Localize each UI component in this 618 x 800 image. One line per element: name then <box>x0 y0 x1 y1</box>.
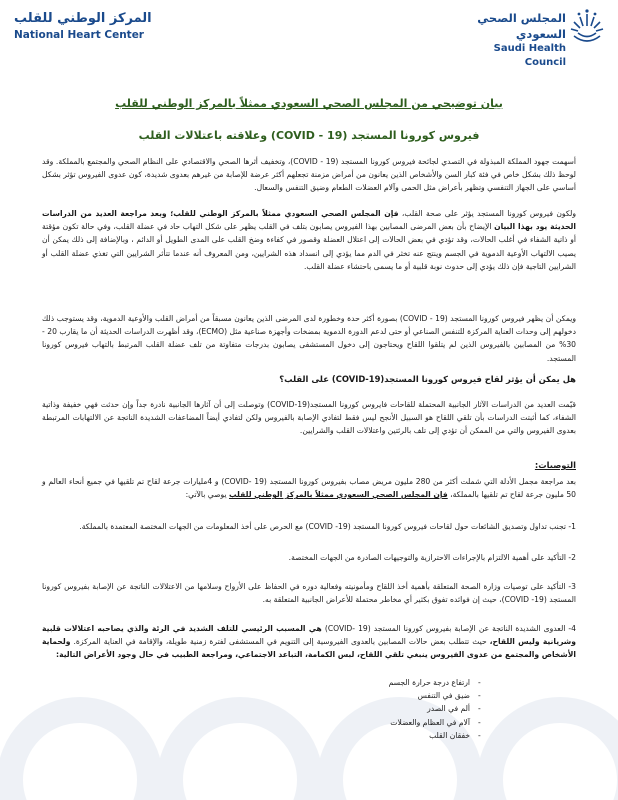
dash-bullet-icon: - <box>478 717 481 727</box>
symptom-label: ارتفاع درجة حرارة الجسم <box>388 678 470 687</box>
p2-text-a: ولكون فيروس كورونا المستجد يؤثر على صحة القلب، <box>398 209 577 218</box>
shc-name-en: Saudi Health Council <box>493 43 566 68</box>
r4-text-a: 4- العدوى الشديدة الناتجة عن الإصابة بفيروس كورونا المستجد (19 -COVID) <box>321 624 577 633</box>
list-item <box>338 676 538 689</box>
p5-text-b: يوصي بالآتي: <box>185 490 229 500</box>
paragraph-vaccine-studies: قيّمت العديد من الدراسات الآثار الجانبية المحتملة للقاحات فايروس كورونا المستجد(19-COVID) وتوصلت إلى أن آثارها الجانبية نادرة جداً وإن حدثت فهي خفيفة وذاتية الشفاء، كما أثبتت الدراسات بأن تلقي اللقاح هو السبيل الأنجح ليس فقط لتفادي الإصابة بالفيروس ولكن لتفادي أيضاً المضاعفات الشديدة الناتجة عن الالتهابات المرتبطة بعدوى الفيروس والتي من الممكن أن تؤدي إلى تلف بالرئتين واعتلالات القلب والشرايين. <box>42 400 576 436</box>
shc-logo-text <box>456 10 566 70</box>
page-header <box>0 0 618 80</box>
dash-bullet-icon: - <box>478 691 481 701</box>
shc-emblem-icon <box>568 6 606 48</box>
document-subtitle: فيروس كورونا المستجد (COVID - 19) وعلاقته باعتلالات القلب <box>138 129 480 142</box>
paragraph-evidence-review <box>42 475 576 501</box>
nhc-name-en: National Heart Center <box>14 29 144 41</box>
list-item <box>338 729 538 742</box>
p5-text-a: بعد مراجعة مجمل الأدلة التي شملت أكثر من 280 مليون مريض مصاب بفيروس كورونا المستجد (19 -COVID) و 4مليارات جرعة لقاح تم تلقيها في جميع أنحاء العالم و 50 مليون جرعة لقاح تم تلقيها بالمملكة، <box>42 477 576 500</box>
shc-name-ar: المجلس الصحي السعودي <box>477 11 566 41</box>
paragraph-intro: أسهمت جهود المملكة المبذولة في التصدي لجائحة فيروس كورونا المستجد (19 - COVID)، وتخفيف أثرها الصحي والاقتصادي على النظام الصحي والمجتمع بالمملكة. وقد لوحظ ذلك بشكل خاص في فئة كبار السن والأشخاص الذين يعانون من أمراض مزمنة تجعلهم أكثر عرضة للإصابة من غيرهم بعدوى شديدة، كون عدوى الفيروس تؤثر بشكل أساسي على الجهاز التنفسي وتظهر بأعراض مثل الحمى وآلام العضلات الطعام وضيق التنفس والسعال. <box>42 157 576 193</box>
recommendation-2: 2- التأكيد على أهمية الالتزام بالإجراءات الاحترازية والتوجيهات الصادرة من الجهات المختصة. <box>288 553 576 562</box>
symptom-label: ضيق في التنفس <box>417 691 470 701</box>
list-item <box>338 689 538 702</box>
r4-text-b: حيث تتطلب بعض حالات المصابين بالعدوى الفيروسية إلى التنويم في المستشفى لفترة زمنية طويلة، والإقامة في العناية المركزة. <box>70 637 490 647</box>
r4-text-bold1: هي المسبب الرئيسي للتلف الشديد في الرئة والذي يصاحبه اعتلالات قلبية وشريانية وليس اللقاح، <box>42 624 576 647</box>
p2-text-b: الإيضاح بأن بعض المرضى المصابين بهذا الفيروس يصابون بتلف في القلب يظهر على شكل التهاب حاد في عضلة القلب، وفي حالة تكون مؤقتة أو ذاتية الشفاء في أغلب الحالات، وقد تؤدي في بعض الحالات إلى اعتلال العضلة وقصور في كفاءة وضخ القلب على المدى الطويل أو الدائم ، وبالإضافة إلى ذلك يمكن أن يصيب الالتهاب الأوعية الدموية في الجسم وينتج عنه تخثر في الدم مما يؤدي إلى انسداد هذه الشرايين، ومن المعروف أنه عندما تتأثر الشرايين التي تغذي عضلة القلب أو الشرايين التاجية فإن ذلك يؤدي إلى حدوث نوبة قلبية أو ما يسمى باحتشاء عضلة القلب. <box>42 222 576 271</box>
paragraph-severity: ويمكن أن يظهر فيروس كورونا المستجد (19 - COVID) بصورة أكثر حدة وخطورة لدى المرضى الذين يعانون مسبقاً من أمراض القلب والأوعية الدموية، وقد يستوجب ذلك دخولهم إلى وحدات العناية المركزة للتنفس الصناعي أو حتى لدعم الدورة الدموية بمضخات وأجهزة صناعية مثل (ECMO)، وقد أظهرت الدراسات الحديثة أن ما يقارب 20 - 30% من المصابين بالفيروس الذين لم يتلقوا اللقاح ويحتاجون إلى دخول المستشفى يصابون بدرجات متفاوتة من تلف عضلة القلب المرتبط بالتهاب فيروس كورونا المستجد. <box>42 314 576 363</box>
dash-bullet-icon: - <box>478 704 481 714</box>
symptoms-list <box>338 676 538 742</box>
list-item <box>338 716 538 729</box>
dash-bullet-icon: - <box>478 678 481 687</box>
recommendation-1: 1- تجنب تداول وتصديق الشائعات حول لقاحات فيروس كورونا المستجد (19- COVID) مع الحرص على أخذ المعلومات من الجهات المختصة المعتمدة بالمملكة. <box>79 522 576 531</box>
p5-text-bold: فإن المجلس الصحي السعودي ممثلاً بالمركز الوطني للقلب <box>228 490 448 500</box>
symptom-label: خفقان القلب <box>429 730 470 740</box>
p2-text-bold: فإن المجلس الصحي السعودي ممثلاً بالمركز الوطني للقلب؛ وبعد مراجعة العديد من الدراسات الحديثة يود بهذا البيان <box>42 209 576 232</box>
nhc-name-ar: المركز الوطني للقلب <box>14 11 152 26</box>
recommendations-heading: التوصيات: <box>534 460 576 470</box>
vaccine-question-heading: هل يمكن أن يؤثر لقاح فيروس كورونا المستجد(19-COVID) على القلب؟ <box>279 374 576 384</box>
document-title: بيان توضيحي من المجلس الصحي السعودي ممثلاً بالمركز الوطني للقلب <box>115 97 503 110</box>
recommendation-4 <box>42 622 576 662</box>
recommendation-3: 3- التأكيد على توصيات وزارة الصحة المتعلقة بأهمية أخذ اللقاح ومأمونيته وفعالية دوره في الحفاظ على الأرواح وسلامها من الاعتلالات الناتجة عن الإصابة بفيروس كورونا المستجد (19- COVID)، حيث إن فوائده تفوق بكثير أي مخاطر محتملة للأعراض الجانبية المتعلقة به. <box>42 582 576 605</box>
nhc-logo <box>14 10 152 42</box>
paragraph-heart-effect <box>42 207 576 273</box>
dash-bullet-icon: - <box>478 730 481 740</box>
r4-text-bold2: ولحماية الأشخاص والمجتمع من عدوى الفيروس ينبغي تلقي اللقاح، لبس الكمامة، التباعد الاجتماعي، ومراجعة الطبيب في حال وجود الأعراض التالية: <box>42 637 576 660</box>
list-item <box>338 702 538 715</box>
symptom-label: آلام في العظام والعضلات <box>390 717 470 727</box>
symptom-label: ألم في الصدر <box>427 704 470 714</box>
